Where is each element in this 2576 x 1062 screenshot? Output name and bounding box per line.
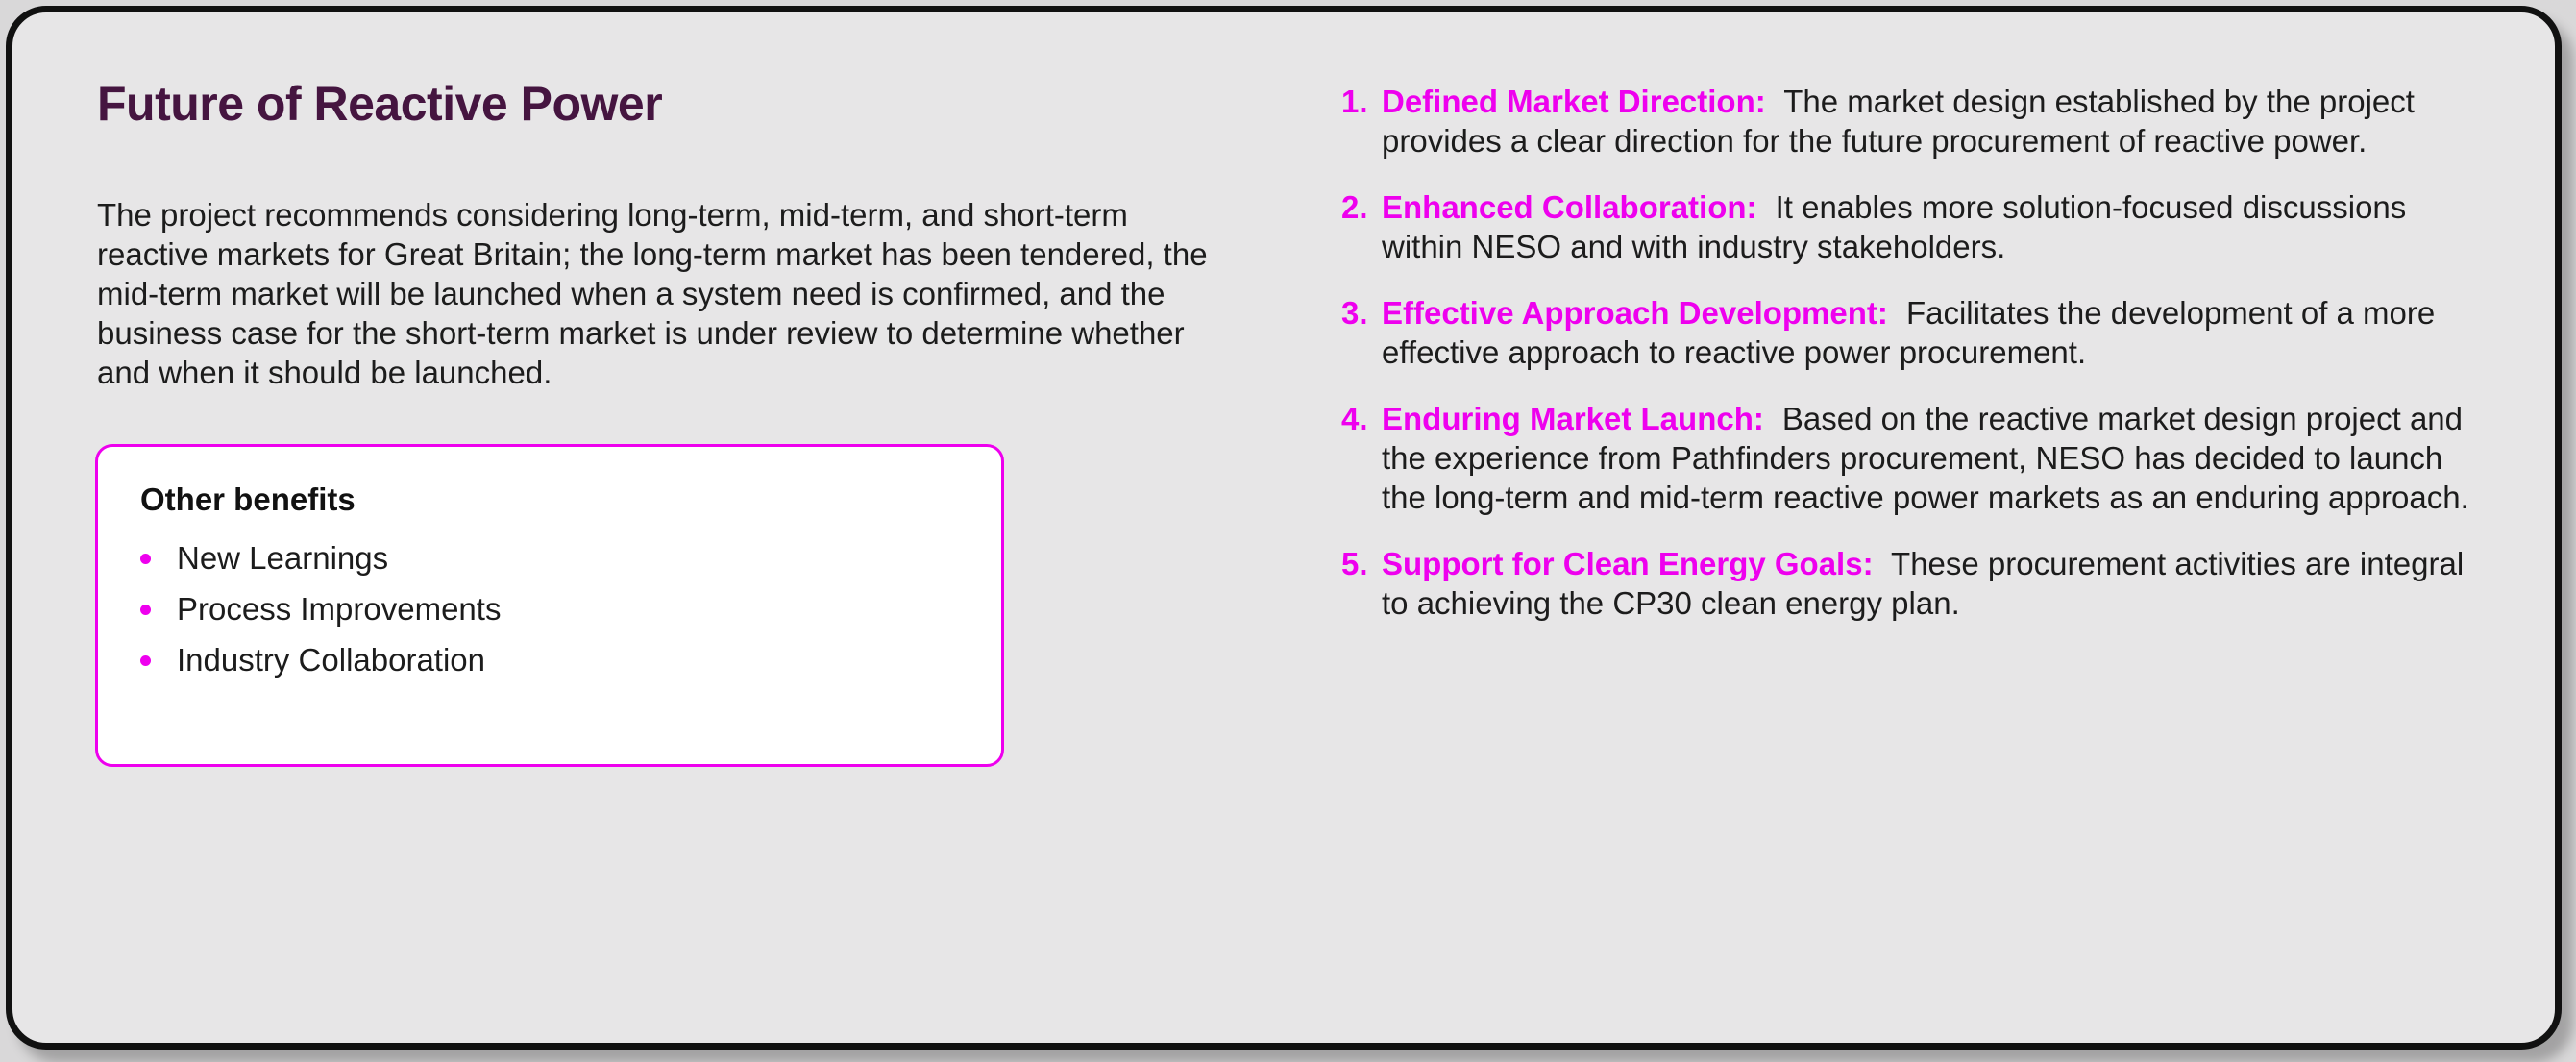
benefit-item xyxy=(140,590,1001,629)
item-text: Based on the reactive market design project and the experience from Pathfinders procurement, NESO has decided to launch the long-term and mid-term reactive power markets as an enduring approach. xyxy=(1382,401,2469,515)
item-text: Facilitates the development of a more effective approach to reactive power procurement. xyxy=(1382,295,2436,370)
numbered-item xyxy=(1341,544,2475,623)
benefits-list xyxy=(98,539,1001,679)
item-lead: Enduring Market Launch: xyxy=(1382,401,1764,436)
key-points-list xyxy=(1341,82,2475,650)
item-number: 4. xyxy=(1341,401,1368,436)
bullet-dot-icon xyxy=(140,554,151,564)
item-number: 2. xyxy=(1341,189,1368,225)
benefit-item xyxy=(140,641,1001,679)
item-lead: Effective Approach Development: xyxy=(1382,295,1888,331)
item-text: The market design established by the project provides a clear direction for the future procurement of reactive power. xyxy=(1382,84,2415,159)
benefit-label: Industry Collaboration xyxy=(177,642,486,678)
intro-paragraph: The project recommends considering long-term, mid-term, and short-term reactive markets for Great Britain; the long-term market has been tendered, the mid-term market will be launched when a system need is confirmed, and the business case for the short-term market is under review to determine whether and when it should be launched. xyxy=(97,197,1208,390)
numbered-item xyxy=(1341,82,2475,161)
numbered-item xyxy=(1341,399,2475,517)
item-text: These procurement activities are integral to achieving the CP30 clean energy plan. xyxy=(1382,546,2465,621)
bullet-dot-icon xyxy=(140,655,151,666)
benefit-label: Process Improvements xyxy=(177,591,502,627)
numbered-item xyxy=(1341,293,2475,372)
benefit-item xyxy=(140,539,1001,578)
benefit-label: New Learnings xyxy=(177,540,389,576)
item-text: It enables more solution-focused discussions within NESO and with industry stakeholders. xyxy=(1382,189,2407,264)
other-benefits-box xyxy=(95,444,1004,767)
item-number: 3. xyxy=(1341,295,1368,331)
slide-card xyxy=(6,6,2562,1050)
benefits-heading: Other benefits xyxy=(140,482,356,517)
numbered-item xyxy=(1341,187,2475,266)
item-lead: Support for Clean Energy Goals: xyxy=(1382,546,1874,581)
item-lead: Enhanced Collaboration: xyxy=(1382,189,1757,225)
item-lead: Defined Market Direction: xyxy=(1382,84,1766,119)
page-title: Future of Reactive Power xyxy=(97,77,663,131)
item-number: 5. xyxy=(1341,546,1368,581)
item-number: 1. xyxy=(1341,84,1368,119)
bullet-dot-icon xyxy=(140,605,151,615)
